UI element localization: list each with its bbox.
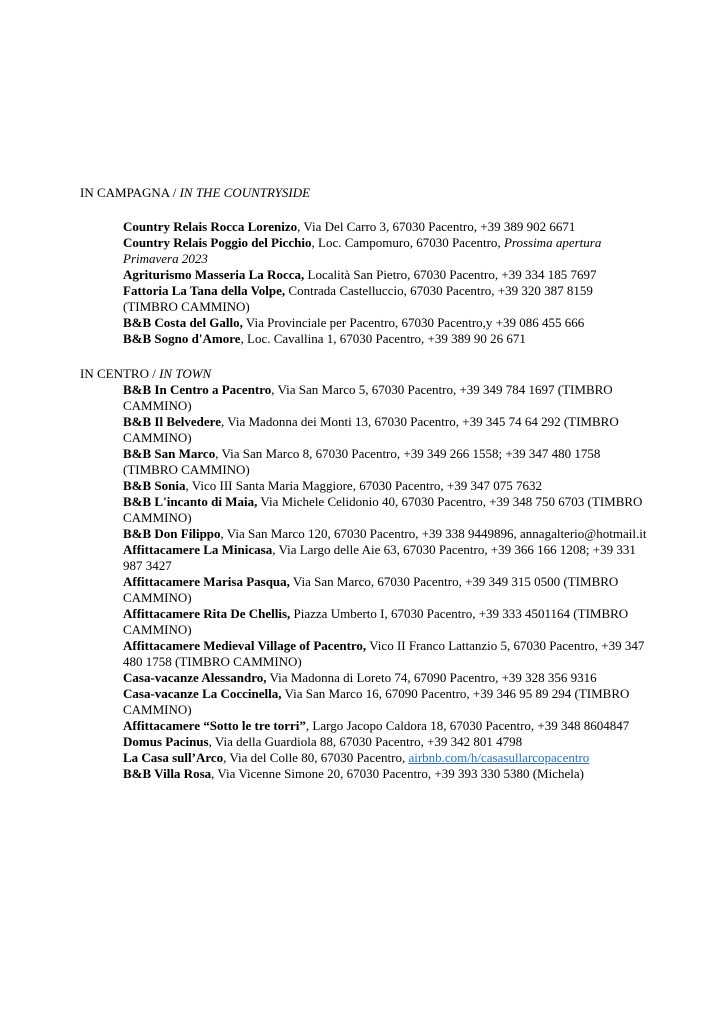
- accommodation-details: Vico II Franco Lattanzio 5, 67030 Pacentro, +39 347 480 1758 (TIMBRO CAMMINO): [123, 638, 645, 669]
- accommodation-name: Domus Pacinus: [123, 734, 209, 749]
- accommodation-name: B&B Villa Rosa: [123, 766, 212, 781]
- accommodation-details: , Via del Colle 80, 67030 Pacentro,: [223, 750, 409, 765]
- section-title: IN CAMPAGNA /: [80, 185, 180, 200]
- list-item: [123, 542, 651, 574]
- list-item: [123, 382, 651, 414]
- accommodation-name: Country Relais Rocca Lorenizo: [123, 219, 298, 234]
- list-item: [123, 446, 651, 478]
- accommodation-name: B&B Sonia: [123, 478, 186, 493]
- town-list: [123, 382, 651, 782]
- accommodation-details: , Via Madonna dei Monti 13, 67030 Pacentro, +39 345 74 64 292 (TIMBRO CAMMINO): [123, 414, 619, 445]
- list-item: [123, 670, 651, 686]
- list-item: [123, 686, 651, 718]
- list-item: [123, 331, 651, 347]
- accommodation-details: Via Provinciale per Pacentro, 67030 Pacentro,y +39 086 455 666: [242, 315, 585, 330]
- accommodation-name: Affittacamere “Sotto le tre torri”: [123, 718, 306, 733]
- list-item: [123, 574, 651, 606]
- accommodation-details: , Via San Marco 8, 67030 Pacentro, +39 349 266 1558; +39 347 480 1758 (TIMBRO CAMMINO): [123, 446, 601, 477]
- accommodation-name: Country Relais Poggio del Picchio: [123, 235, 312, 250]
- countryside-list: [123, 219, 651, 347]
- accommodation-details: Via San Marco 16, 67090 Pacentro, +39 346 95 89 294 (TIMBRO CAMMINO): [123, 686, 630, 717]
- accommodation-name: B&B Il Belvedere: [123, 414, 221, 429]
- list-item: [123, 283, 651, 315]
- accommodation-name: B&B L'incanto di Maia,: [123, 494, 258, 509]
- list-item: [123, 718, 651, 734]
- list-item: [123, 734, 651, 750]
- accommodation-details: , Via San Marco 5, 67030 Pacentro, +39 349 784 1697 (TIMBRO CAMMINO): [123, 382, 613, 413]
- list-item: [123, 235, 651, 267]
- accommodation-name: Agriturismo Masseria La Rocca,: [123, 267, 305, 282]
- accommodation-name: Affittacamere Marisa Pasqua,: [123, 574, 290, 589]
- accommodation-name: Casa-vacanze Alessandro,: [123, 670, 267, 685]
- accommodation-name: Affittacamere La Minicasa: [123, 542, 273, 557]
- accommodation-name: B&B Sogno d'Amore: [123, 331, 241, 346]
- accommodation-name: B&B Costa del Gallo,: [123, 315, 243, 330]
- list-item: [123, 478, 651, 494]
- accommodation-details: , Loc. Campomuro, 67030 Pacentro,: [311, 235, 504, 250]
- list-item: [123, 219, 651, 235]
- accommodation-details: , Via della Guardiola 88, 67030 Pacentro, +39 342 801 4798: [208, 734, 523, 749]
- accommodation-name: Fattoria La Tana della Volpe,: [123, 283, 286, 298]
- list-item: [123, 414, 651, 446]
- list-item: [123, 315, 651, 331]
- accommodation-name: La Casa sull’Arco: [123, 750, 224, 765]
- accommodation-details: Via Michele Celidonio 40, 67030 Pacentro, +39 348 750 6703 (TIMBRO CAMMINO): [123, 494, 643, 525]
- accommodation-name: Casa-vacanze La Coccinella,: [123, 686, 282, 701]
- opening-note: Prossima apertura Primavera 2023: [123, 235, 602, 266]
- accommodation-name: B&B San Marco: [123, 446, 216, 461]
- accommodation-details: , Vico III Santa Maria Maggiore, 67030 Pacentro, +39 347 075 7632: [185, 478, 543, 493]
- section-title: IN CENTRO /: [80, 366, 160, 381]
- section-title-english: IN TOWN: [159, 366, 212, 381]
- accommodation-details: , Via Largo delle Aie 63, 67030 Pacentro, +39 366 166 1208; +39 331 987 3427: [123, 542, 636, 573]
- accommodation-details: , Largo Jacopo Caldora 18, 67030 Pacentro, +39 348 8604847: [305, 718, 630, 733]
- section-title-english: IN THE COUNTRYSIDE: [179, 185, 311, 200]
- list-item: [123, 526, 651, 542]
- accommodation-details: , Loc. Cavallina 1, 67030 Pacentro, +39 389 90 26 671: [240, 331, 526, 346]
- accommodation-details: Località San Pietro, 67030 Pacentro, +39 334 185 7697: [304, 267, 597, 282]
- list-item: [123, 267, 651, 283]
- list-item: [123, 638, 651, 670]
- accommodation-details: , Via Del Carro 3, 67030 Pacentro, +39 389 902 6671: [297, 219, 576, 234]
- accommodation-details: , Via San Marco 120, 67030 Pacentro, +39 338 9449896, annagalterio@hotmail.it: [220, 526, 647, 541]
- accommodation-details: Via Madonna di Loreto 74, 67090 Pacentro, +39 328 356 9316: [266, 670, 597, 685]
- list-item: [123, 494, 651, 526]
- section-heading-countryside: [80, 185, 310, 201]
- accommodation-name: Affittacamere Medieval Village of Pacentro,: [123, 638, 367, 653]
- accommodation-name: B&B Don Filippo: [123, 526, 221, 541]
- list-item: [123, 766, 651, 782]
- accommodation-name: Affittacamere Rita De Chellis,: [123, 606, 291, 621]
- accommodation-details: Via San Marco, 67030 Pacentro, +39 349 315 0500 (TIMBRO CAMMINO): [123, 574, 619, 605]
- list-item: [123, 606, 651, 638]
- section-heading-town: [80, 366, 211, 382]
- airbnb-link[interactable]: airbnb.com/h/casasullarcopacentro: [408, 750, 590, 765]
- accommodation-details: , Via Vicenne Simone 20, 67030 Pacentro, +39 393 330 5380 (Michela): [211, 766, 584, 781]
- list-item: [123, 750, 651, 766]
- accommodation-details: Contrada Castelluccio, 67030 Pacentro, +39 320 387 8159 (TIMBRO CAMMINO): [123, 283, 593, 314]
- accommodation-name: B&B In Centro a Pacentro: [123, 382, 272, 397]
- accommodation-details: Piazza Umberto I, 67030 Pacentro, +39 333 4501164 (TIMBRO CAMMINO): [123, 606, 629, 637]
